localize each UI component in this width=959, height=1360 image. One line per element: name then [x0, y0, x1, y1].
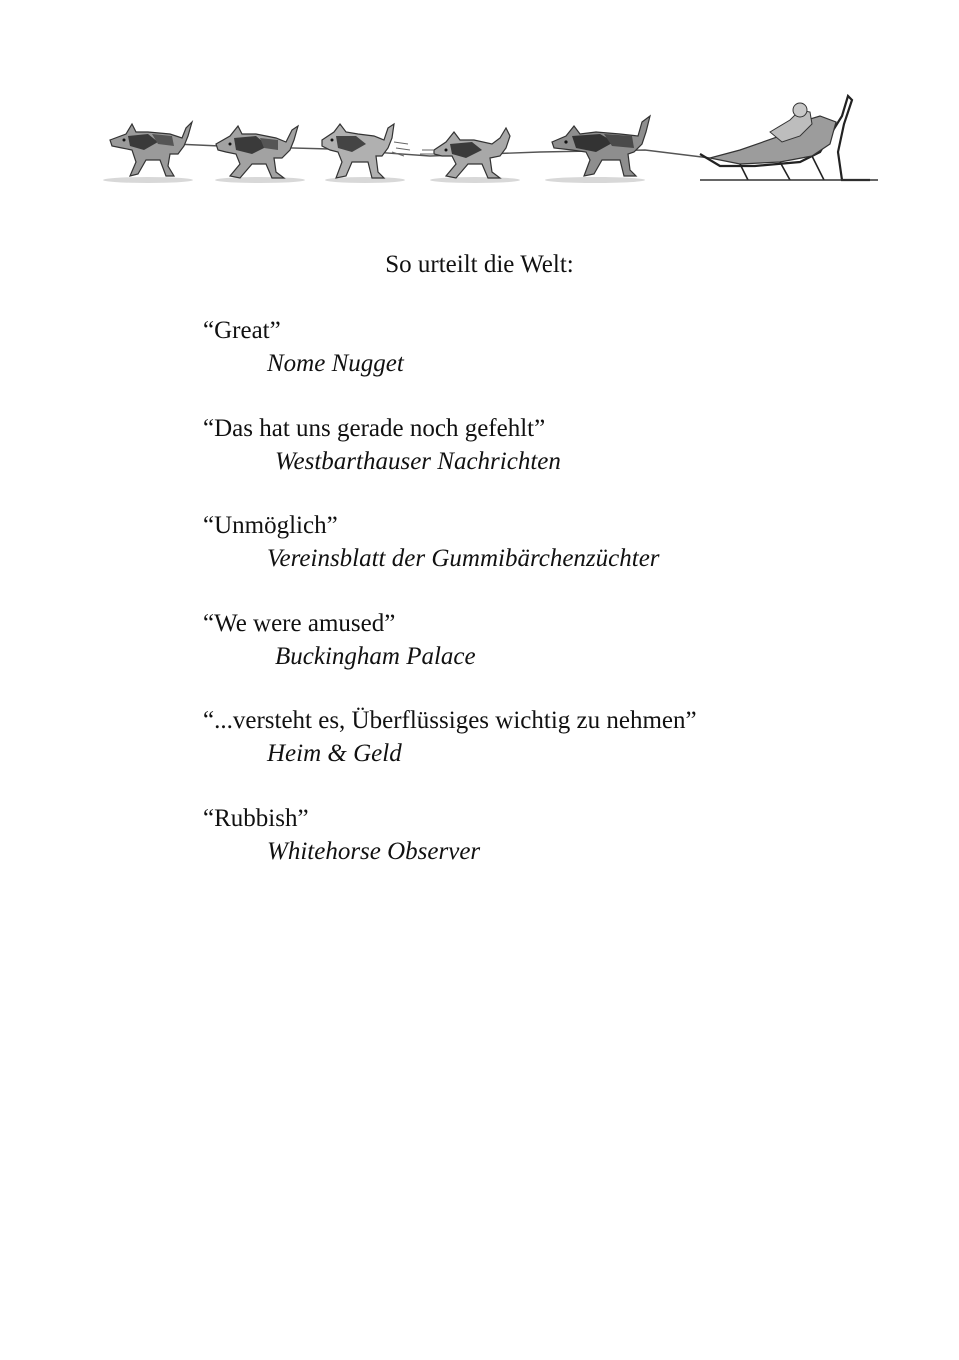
quote-source: Vereinsblatt der Gummibärchenzüchter — [267, 545, 660, 573]
list-item — [203, 607, 883, 705]
list-item — [203, 412, 883, 510]
quote-text: “Great” — [203, 317, 281, 344]
quote-list — [203, 314, 883, 900]
quote-source: Heim & Geld — [267, 740, 402, 768]
dog-sled-team-icon — [100, 92, 880, 192]
list-item — [203, 314, 883, 412]
quote-source: Nome Nugget — [267, 350, 404, 377]
sled-icon — [700, 96, 878, 180]
page-title: So urteilt die Welt: — [385, 251, 574, 278]
quote-source: Westbarthauser Nachrichten — [275, 447, 561, 475]
sled-dog-icon — [110, 122, 192, 176]
list-item — [203, 704, 883, 802]
quote-source: Whitehorse Observer — [267, 837, 481, 865]
sled-dog-icon — [322, 124, 410, 178]
sled-dog-icon — [420, 128, 510, 178]
list-item — [203, 509, 883, 607]
quote-text: “Rubbish” — [203, 804, 309, 832]
quote-text: “Das hat uns gerade noch gefehlt” — [203, 414, 546, 442]
sled-dog-icon — [216, 126, 298, 178]
sled-dog-icon — [552, 116, 650, 176]
quote-text: “We were amused” — [203, 609, 396, 637]
quote-source: Buckingham Palace — [275, 642, 476, 670]
list-item — [203, 802, 883, 900]
quote-text: “...versteht es, Überflüssiges wichtig zu nehmen” — [203, 707, 697, 735]
quote-text: “Unmöglich” — [203, 512, 338, 540]
